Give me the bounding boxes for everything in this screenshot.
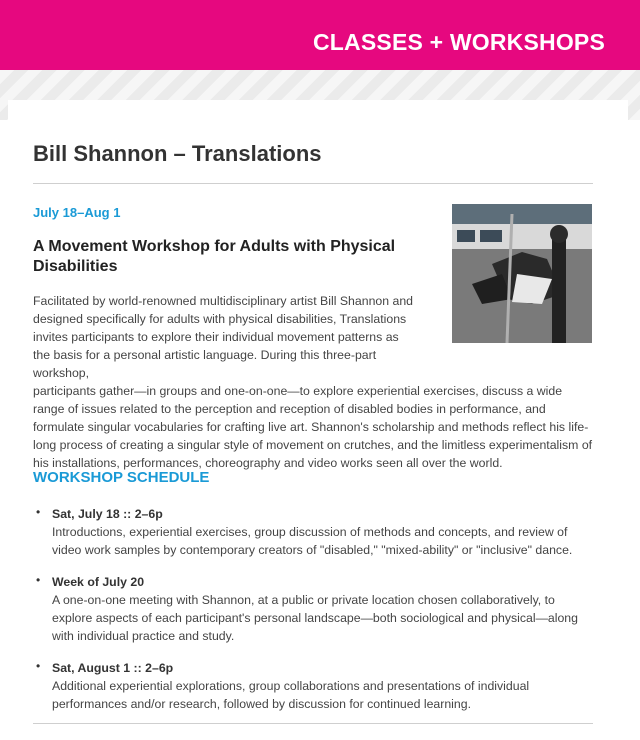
session-when: Sat, August 1 :: 2–6p xyxy=(52,661,174,675)
bullet-icon: • xyxy=(36,505,41,519)
workshop-description xyxy=(33,292,593,472)
description-part-1: Facilitated by world-renowned multidisciplinary artist Bill Shannon and designed specifically for adults with physical disabilities, Translations invites participants to explore their individual movement patterns as the basis for a personal artistic language. During this three-part workshop, xyxy=(33,294,414,380)
bullet-icon: • xyxy=(36,573,41,587)
list-item xyxy=(36,573,596,645)
schedule-list xyxy=(36,505,596,727)
header-banner xyxy=(0,0,640,70)
session-description: Introductions, experiential exercises, group discussion of methods and concepts, and review of video work samples by contemporary creators of "disabled," "mixed-ability" or "inclusive" dance. xyxy=(52,525,573,557)
session-description: A one-on-one meeting with Shannon, at a public or private location chosen collaboratively, to explore aspects of each participant's personal landscape—both sociological and physical—along with individual practice and study. xyxy=(52,593,578,643)
schedule-heading: WORKSHOP SCHEDULE xyxy=(33,469,210,486)
banner-title: CLASSES + WORKSHOPS xyxy=(313,29,605,55)
list-item xyxy=(36,659,596,713)
session-when: Week of July 20 xyxy=(52,575,145,589)
workshop-title: A Movement Workshop for Adults with Physical Disabilities xyxy=(33,238,396,275)
page-title: Bill Shannon – Translations xyxy=(33,141,322,166)
divider xyxy=(33,723,593,724)
bullet-icon: • xyxy=(36,659,41,673)
description-part-2: participants gather—in groups and one-on-one—to explore experiential exercises, discuss a wide range of issues related to the perception and reception of disabled bodies in performance, and formulate singular vocabularies for crafting live art. Shannon's scholarship and methods reflect his life-long process of creating a singular style of movement on crutches, and the limitless experimentalism of his installations, performances, choreography and video works seen all over the world. xyxy=(33,384,593,470)
list-item xyxy=(36,505,596,559)
event-date: July 18–Aug 1 xyxy=(33,205,121,220)
divider xyxy=(33,183,593,184)
session-description: Additional experiential explorations, group collaborations and presentations of individual performances and/or research, followed by discussion for continued learning. xyxy=(52,679,530,711)
session-when: Sat, July 18 :: 2–6p xyxy=(52,507,163,521)
